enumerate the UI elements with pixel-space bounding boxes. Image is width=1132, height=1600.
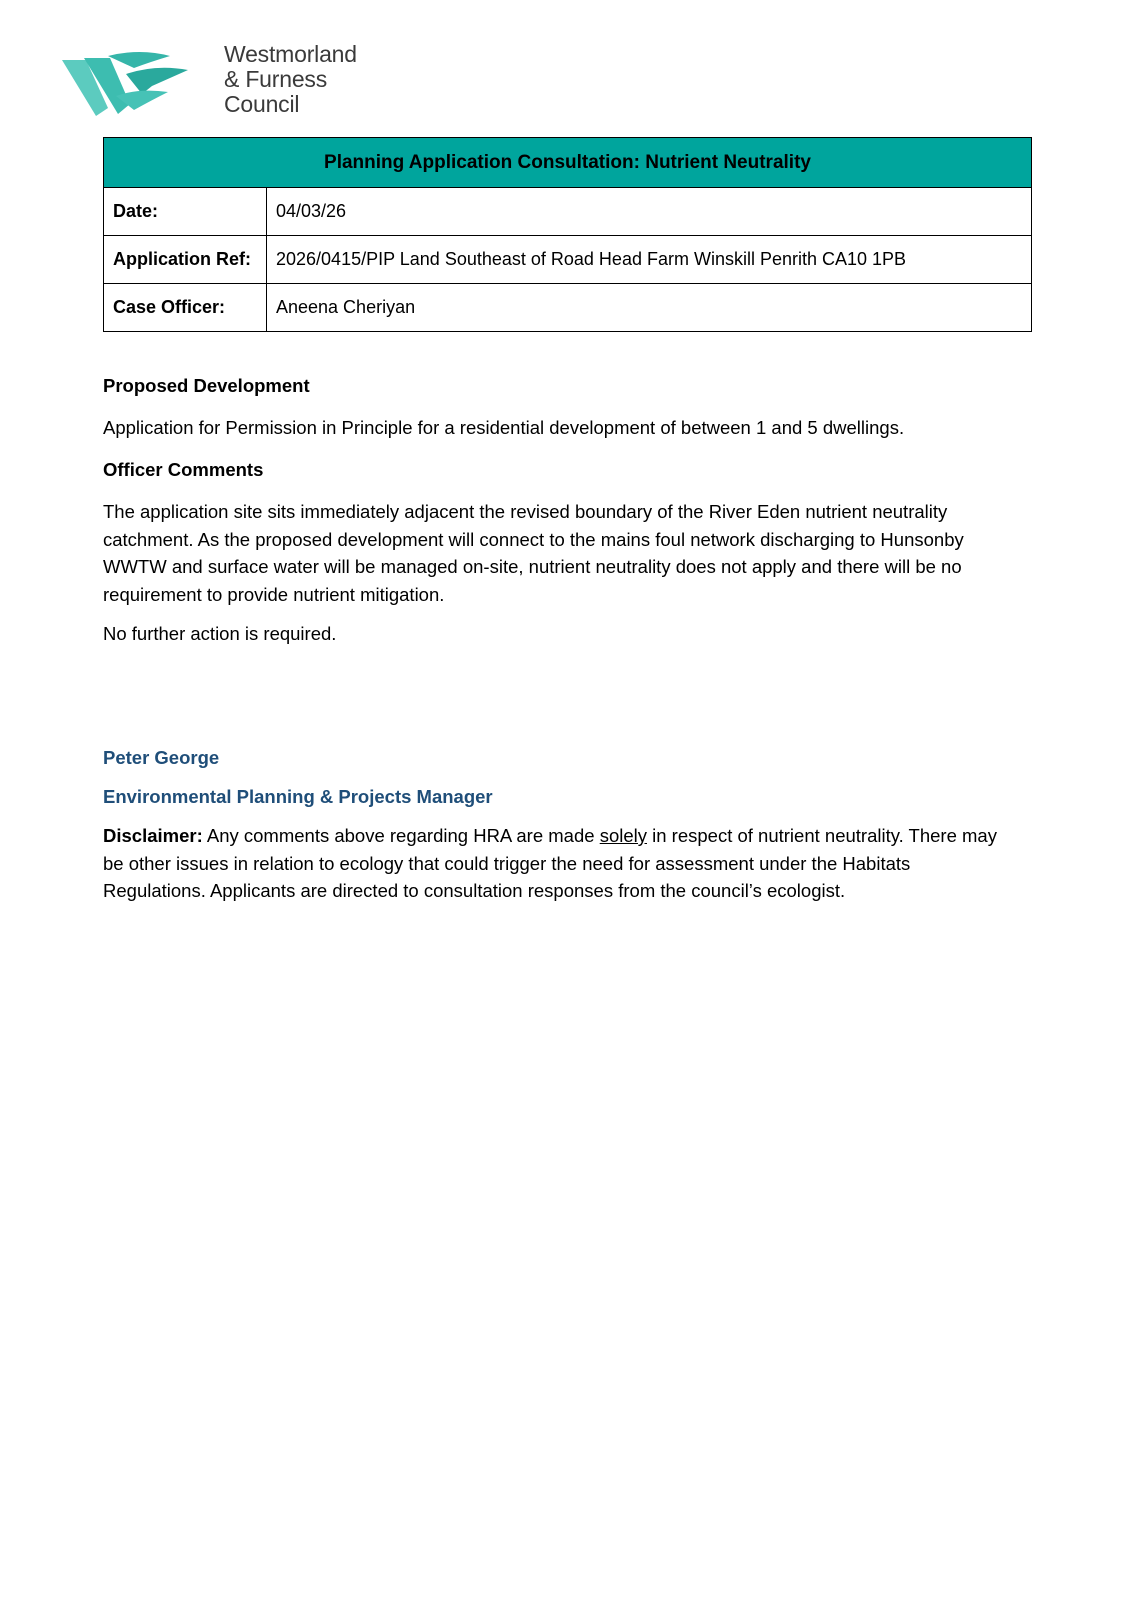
logo-line-2: & Furness (224, 66, 328, 92)
disclaimer-text-before: Any comments above regarding HRA are made (202, 825, 600, 846)
officer-comments-text: The application site sits immediately adjacent the revised boundary of the River Eden nutrient neutrality catchment. As the proposed development will connect to the mains foul network discharging to Hunsonby WWTW and surface water will be managed on-site, nutrient neutrality does not apply and there will be no requirement to provide nutrient mitigation. (103, 501, 964, 605)
officer-comments-followup: No further action is required. (103, 623, 337, 644)
application-ref-label: Application Ref: (104, 236, 267, 284)
proposed-development-heading: Proposed Development (103, 375, 310, 396)
table-row-case-officer (104, 284, 1032, 332)
table-row-date (104, 188, 1032, 236)
disclaimer-label: Disclaimer: (103, 825, 203, 846)
application-ref-value: 2026/0415/PIP Land Southeast of Road Head Farm Winskill Penrith CA10 1PB (267, 236, 1032, 284)
proposed-development-text: Application for Permission in Principle for a residential development of between 1 and 5 dwellings. (103, 417, 905, 438)
table-row-application-ref (104, 236, 1032, 284)
consultation-info-table (103, 137, 1032, 332)
date-label: Date: (104, 188, 267, 236)
logo-wordmark (224, 42, 357, 117)
logo-line-3: Council (224, 91, 300, 117)
table-title: Planning Application Consultation: Nutrient Neutrality (104, 138, 1032, 188)
signatory-name: Peter George (103, 747, 220, 768)
logo-line-1: Westmorland (224, 41, 357, 67)
signatory-title: Environmental Planning & Projects Manager (103, 786, 493, 807)
date-value: 04/03/26 (267, 188, 1032, 236)
disclaimer (103, 822, 1018, 905)
council-logo (60, 40, 380, 122)
wf-logo-mark-icon (60, 48, 210, 120)
disclaimer-text-after: in respect of nutrient neutrality. There may be other issues in relation to ecology that could trigger the need for assessment under the Habitats Regulations. Applicants are directed to consultation responses from the council’s ecologist. (103, 825, 997, 901)
case-officer-value: Aneena Cheriyan (267, 284, 1032, 332)
case-officer-label: Case Officer: (104, 284, 267, 332)
disclaimer-underlined: solely (599, 825, 647, 846)
officer-comments-heading: Officer Comments (103, 459, 264, 480)
